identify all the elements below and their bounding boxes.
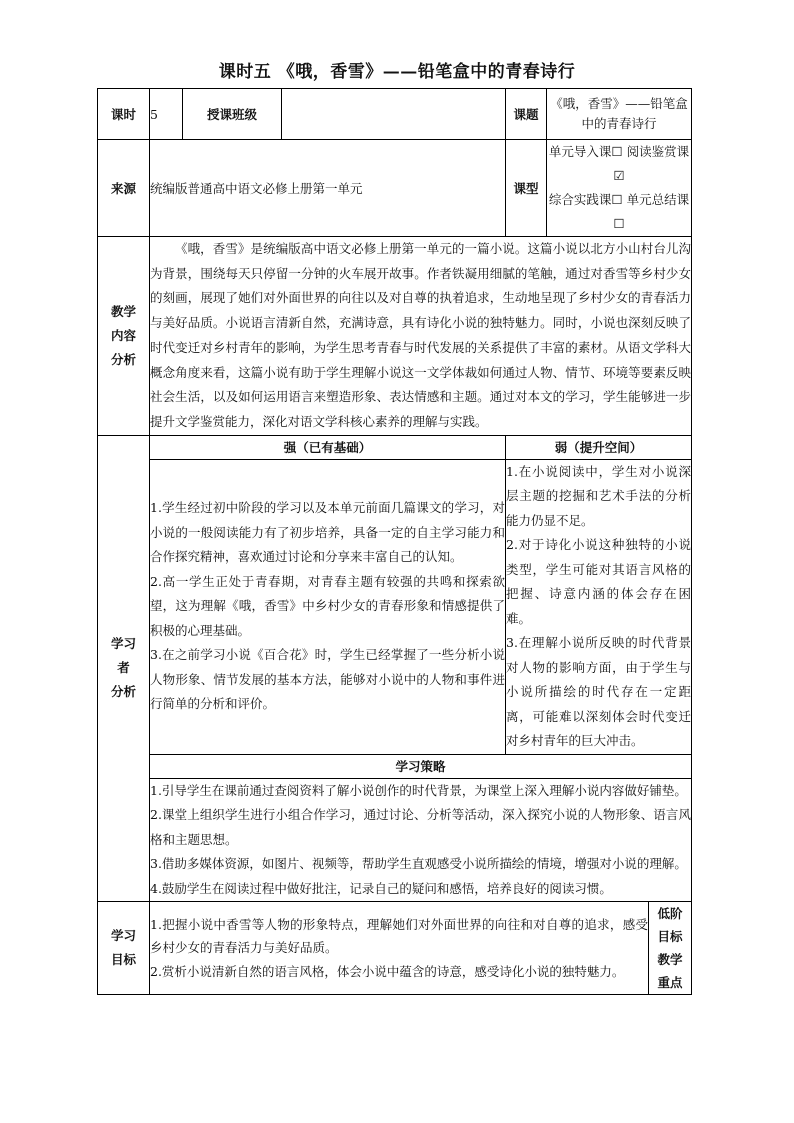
- class-value: [282, 89, 506, 140]
- lesson-type-options: [547, 140, 692, 237]
- row-basic-info: [98, 89, 692, 140]
- period-value: 5: [150, 89, 183, 140]
- row-learner-headers: [98, 435, 692, 459]
- list-item: 1.把握小说中香雪等人物的形象特点，理解她们对外面世界的向往和对自尊的追求，感受乡村少女的青春活力与美好品质。: [150, 916, 648, 956]
- strategy-list: [150, 778, 692, 902]
- list-item: 3.在之前学习小说《百合花》时，学生已经掌握了一些分析小说人物形象、情节发展的基本方法，能够对小说中的人物和事件进行简单的分析和评价。: [150, 647, 505, 712]
- topic-value: 《哦，香雪》——铅笔盒中的青春诗行: [547, 89, 692, 140]
- goal-level-tag: 低阶 目标 教学 重点: [649, 902, 692, 995]
- goals-label: 学习 目标: [98, 902, 150, 995]
- lesson-plan-table: [97, 88, 692, 995]
- list-item: 2.课堂上组织学生进行小组合作学习，通过讨论、分析等活动，深入探究小说的人物形象、语言风格和主题思想。: [150, 807, 692, 847]
- lesson-type-line-1: 单元导入课☐ 阅读鉴赏课☑: [548, 144, 690, 183]
- goals-list: [150, 902, 649, 995]
- source-label: 来源: [98, 140, 150, 237]
- weak-header: 弱（提升空间）: [506, 435, 692, 459]
- learner-analysis-label: 学习 者 分析: [98, 435, 150, 902]
- content-analysis-label: 教学 内容 分析: [98, 237, 150, 436]
- list-item: 2.赏析小说清新自然的语言风格，体会小说中蕴含的诗意，感受诗化小说的独特魅力。: [150, 963, 625, 979]
- weak-list: [506, 459, 692, 754]
- strong-list: [150, 459, 506, 754]
- lesson-type-label: 课型: [506, 140, 547, 237]
- list-item: 2.对于诗化小说这种独特的小说类型，学生可能对其语言风格的把握、诗意内涵的体会存在困难。: [506, 537, 692, 626]
- period-label: 课时: [98, 89, 150, 140]
- list-item: 4.鼓励学生在阅读过程中做好批注，记录自己的疑问和感悟，培养良好的阅读习惯。: [150, 880, 612, 896]
- list-item: 1.学生经过初中阶段的学习以及本单元前面几篇课文的学习，对小说的一般阅读能力有了初步培养，具备一定的自主学习能力和合作探究精神，喜欢通过讨论和分享来丰富自己的认知。: [150, 500, 505, 565]
- strong-header: 强（已有基础）: [150, 435, 506, 459]
- row-content-analysis: [98, 237, 692, 436]
- row-strengths-weaknesses: [98, 459, 692, 754]
- content-analysis-text: 《哦，香雪》是统编版高中语文必修上册第一单元的一篇小说。这篇小说以北方小山村台儿沟为背景，围绕每天只停留一分钟的火车展开故事。作者铁凝用细腻的笔触，通过对香雪等乡村少女的刻画，展现了她们对外面世界的向往以及对自尊的执着追求，生动地呈现了乡村少女的青春活力与美好品质。小说语言清新自然，充满诗意，具有诗化小说的独特魅力。同时，小说也深刻反映了时代变迁对乡村青年的影响，为学生思考青春与时代发展的关系提供了丰富的素材。从语文学科大概念角度来看，这篇小说有助于学生理解小说这一文学体裁如何通过人物、情节、环境等要素反映社会生活，以及如何运用语言来塑造形象、表达情感和主题。通过对本文的学习，学生能够进一步提升文学鉴赏能力，深化对语文学科核心素养的理解与实践。: [150, 237, 692, 436]
- list-item: 2.高一学生正处于青春期，对青春主题有较强的共鸣和探索欲望，这为理解《哦，香雪》中乡村少女的青春形象和情感提供了积极的心理基础。: [150, 573, 505, 638]
- row-strategy-header: [98, 754, 692, 778]
- page-title: 课时五 《哦，香雪》——铅笔盒中的青春诗行: [218, 62, 576, 82]
- topic-label: 课题: [506, 89, 547, 140]
- list-item: 3.在理解小说所反映的时代背景对人物的影响方面，由于学生与小说所描绘的时代存在一定距离，可能难以深刻体会时代变迁对乡村青年的巨大冲击。: [506, 635, 692, 749]
- lesson-type-line-2: 综合实践课☐ 单元总结课☐: [548, 192, 690, 231]
- row-source: [98, 140, 692, 237]
- strategy-header: 学习策略: [150, 754, 692, 778]
- row-strategy-list: [98, 778, 692, 902]
- list-item: 1.引导学生在课前通过查阅资料了解小说创作的时代背景，为课堂上深入理解小说内容做好铺垫。: [150, 782, 687, 798]
- source-value: 统编版普通高中语文必修上册第一单元: [150, 140, 506, 237]
- row-goals: [98, 902, 692, 995]
- class-label: 授课班级: [183, 89, 282, 140]
- list-item: 3.借助多媒体资源，如图片、视频等，帮助学生直观感受小说所描绘的情境，增强对小说的理解。: [150, 856, 687, 872]
- list-item: 1.在小说阅读中，学生对小说深层主题的挖掘和艺术手法的分析能力仍显不足。: [506, 463, 692, 528]
